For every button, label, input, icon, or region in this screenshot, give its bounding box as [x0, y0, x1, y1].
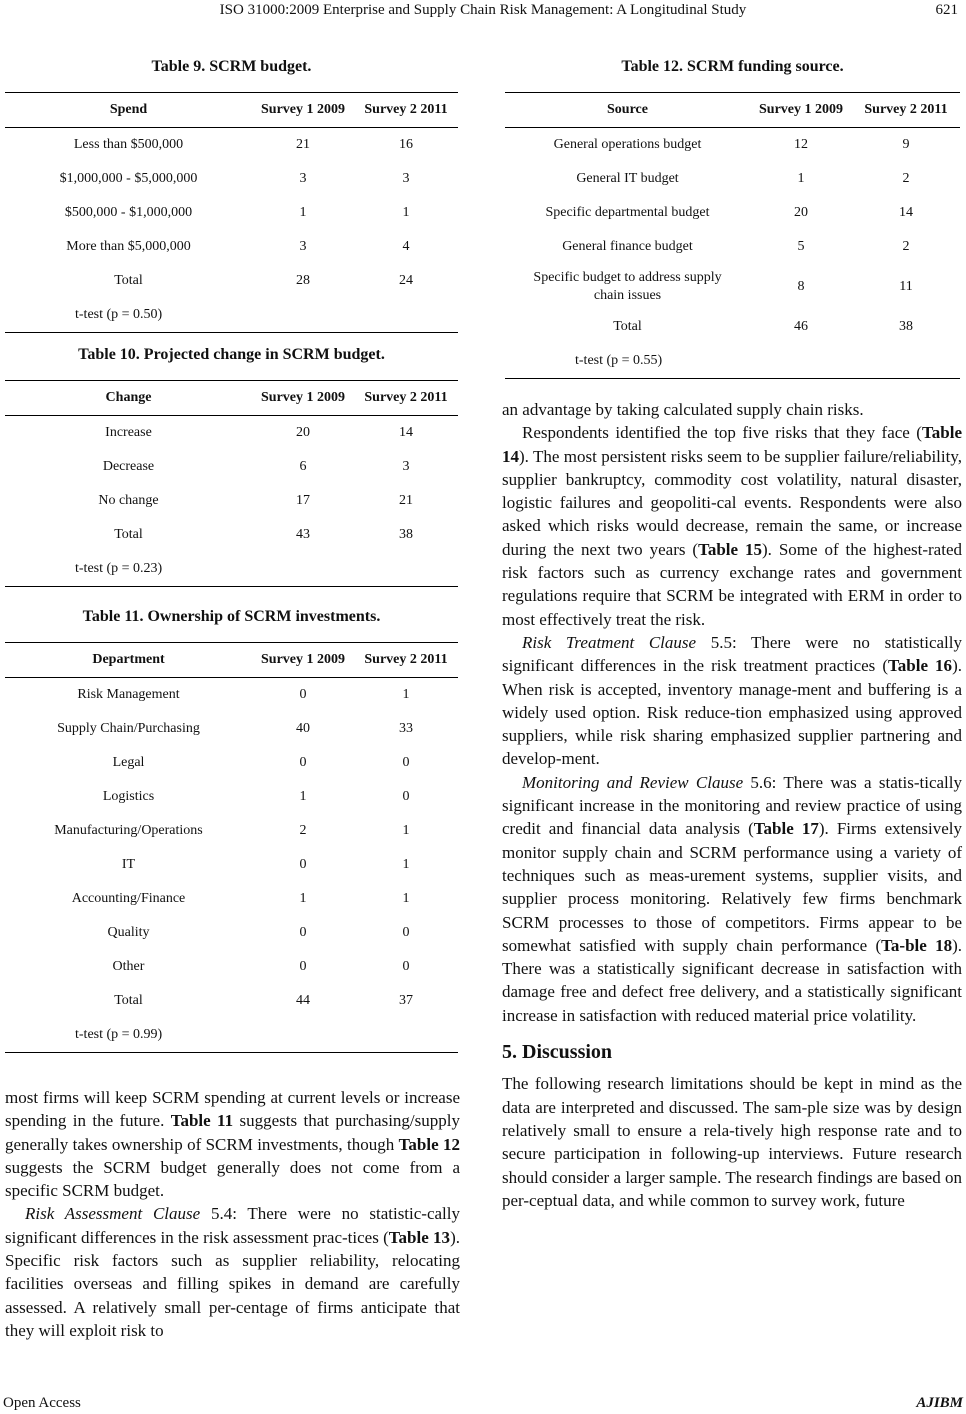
cell: General finance budget	[562, 239, 693, 254]
header-cell: Survey 2 2011	[364, 390, 448, 405]
table-ttest-row	[5, 552, 458, 586]
cell: 44	[296, 993, 310, 1008]
cell: Legal	[112, 755, 145, 770]
cell: Total	[114, 527, 143, 542]
cell: General operations budget	[553, 137, 702, 152]
table-row	[5, 196, 458, 230]
clause-label: Risk Treatment Clause	[522, 632, 697, 652]
section-heading: 5. Discussion	[502, 1041, 613, 1064]
header-cell: Survey 2 2011	[364, 652, 448, 667]
table-row	[505, 162, 960, 196]
table-ref: Ta-ble 18	[881, 935, 953, 955]
table-row	[5, 484, 458, 518]
cell: Risk Management	[77, 687, 180, 702]
table-ttest-row	[5, 1018, 458, 1052]
cell: Quality	[107, 925, 150, 940]
cell: 1	[797, 171, 805, 186]
header-cell: Survey 1 2009	[261, 102, 345, 117]
header-cell: Survey 2 2011	[364, 102, 448, 117]
table-header-row	[505, 93, 960, 127]
clause-label: Monitoring and Review Clause	[522, 772, 744, 792]
cell: 2	[902, 171, 910, 186]
cell: 1	[402, 687, 410, 702]
paragraph-text: suggests the SCRM budget generally does not come from a specific SCRM budget.	[5, 1157, 460, 1201]
table-ref: Table 17	[753, 819, 819, 839]
table-header-row	[5, 381, 458, 415]
cell: 0	[299, 925, 307, 940]
cell: 1	[402, 823, 410, 838]
table-row	[5, 848, 458, 882]
header-cell: Survey 1 2009	[261, 390, 345, 405]
ttest-cell: t-test (p = 0.23)	[75, 561, 163, 576]
cell: 2	[299, 823, 307, 838]
paragraph-text: ). There was a statistically significant decrease in satisfaction with damage free and defect free delivery, and a statistically significant increase in satisfaction with reduced material price volatility.	[502, 935, 962, 1025]
table-ref: Table 11	[170, 1111, 234, 1131]
table-row	[5, 950, 458, 984]
paragraph-text: ). When risk is accepted, inventory manage-ment and buffering is a widely used option. Risk reduce-tion emphasized using approved suppliers, while risk sharing emphasized supplier partnering and develop-ment.	[502, 656, 962, 769]
table-ttest-row	[5, 298, 458, 332]
cell: 0	[402, 959, 410, 974]
cell: 43	[296, 527, 310, 542]
table-row	[505, 230, 960, 264]
table-row	[5, 916, 458, 950]
table-row	[5, 984, 458, 1018]
table-row	[5, 882, 458, 916]
header-cell: Survey 1 2009	[759, 102, 843, 117]
cell: 0	[299, 755, 307, 770]
footer-journal: AJIBM	[916, 1395, 963, 1411]
cell: 0	[402, 755, 410, 770]
table-row	[5, 264, 458, 298]
cell: Total	[613, 319, 642, 334]
cell: General IT budget	[576, 171, 679, 186]
cell: 5	[797, 239, 805, 254]
cell: Total	[114, 273, 143, 288]
cell: 14	[399, 425, 413, 440]
cell: Supply Chain/Purchasing	[57, 721, 200, 736]
paragraph-text: 5.6: There was a statis-tically significant increase in the monitoring and review practice of using credit and financial data analysis (	[502, 772, 962, 839]
cell: 0	[402, 789, 410, 804]
paragraph-text: most firms will keep SCRM spending at current levels or increase spending in the future.	[5, 1088, 460, 1131]
header-cell: Change	[105, 390, 152, 405]
cell: 8	[797, 279, 805, 294]
table-header-row	[5, 643, 458, 677]
cell: 6	[299, 459, 307, 474]
cell: 20	[296, 425, 310, 440]
table-12	[505, 56, 960, 379]
header-cell: Department	[92, 652, 165, 667]
paragraph-text: ). Some of the highest-rated risk factors such as currency exchange rates and government regulations require that SCRM be integrated with ERM in order to most effectively treat the risk.	[502, 539, 962, 629]
table-ref: Table 13	[388, 1227, 451, 1247]
cell: 0	[299, 959, 307, 974]
cell: 1	[299, 789, 307, 804]
page-number: 621	[935, 2, 958, 18]
table-row	[5, 814, 458, 848]
paragraph-text: 5.4: There were no statistic-cally significant differences in the risk assessment prac-tices (	[5, 1204, 461, 1247]
cell: Less than $500,000	[73, 137, 184, 152]
ttest-cell: t-test (p = 0.55)	[575, 353, 663, 368]
cell: 16	[399, 137, 413, 152]
cell: 11	[899, 279, 913, 294]
cell: 21	[399, 493, 413, 508]
paragraph-text: ). Specific risk factors such as supplier reliability, relocating facilities overseas and filling spikes in demand are carefully assessed. A relatively small per-centage of firms anticipate that they will exploit risk to	[5, 1227, 460, 1340]
table-header-row	[5, 93, 458, 127]
paragraph-text: ). The most persistent risks seem to be supplier failure/reliability, supplier bankruptcy, commodity cost volatility, natural disaster, logistic failures and geopoliti-cal events. Respondents were also asked which risks would decrease, remain the same, or increase during the next two years (	[502, 446, 962, 559]
table-row	[5, 746, 458, 780]
table-row	[5, 416, 458, 450]
cell: Logistics	[102, 789, 155, 804]
cell: 3	[299, 239, 307, 254]
table-title: Table 10. Projected change in SCRM budget.	[78, 346, 385, 363]
right-body-text	[502, 398, 962, 1212]
table-11	[5, 606, 458, 1053]
cell: 12	[794, 137, 808, 152]
paragraph-text: suggests that purchasing/supply generally takes ownership of SCRM investments, though	[5, 1111, 460, 1154]
header-cell: Survey 2 2011	[864, 102, 948, 117]
table-row	[5, 162, 458, 196]
table-ref: Table 12	[398, 1134, 460, 1154]
cell: IT	[121, 857, 136, 872]
cell: 3	[402, 459, 410, 474]
table-row	[5, 128, 458, 162]
table-row	[505, 128, 960, 162]
table-10	[5, 344, 458, 587]
cell: 21	[296, 137, 310, 152]
ttest-cell: t-test (p = 0.50)	[75, 307, 163, 322]
cell: 33	[399, 721, 413, 736]
cell: Specific budget to address supply chain issues	[533, 270, 722, 303]
cell: 3	[402, 171, 410, 186]
cell: Manufacturing/Operations	[54, 823, 203, 838]
cell: 0	[299, 687, 307, 702]
cell: 2	[902, 239, 910, 254]
paragraph-text: Respondents identified the top five risks that they face (	[522, 423, 922, 443]
cell: $1,000,000 - $5,000,000	[59, 171, 198, 186]
cell: 38	[399, 527, 413, 542]
cell: 1	[402, 857, 410, 872]
cell: More than $5,000,000	[66, 239, 191, 254]
paragraph-text: 5.5: There were no statistically significant differences in the risk treatment practices (	[502, 632, 962, 676]
table-row	[5, 678, 458, 712]
cell: 40	[296, 721, 310, 736]
cell: Accounting/Finance	[71, 891, 186, 906]
table-row	[505, 264, 960, 310]
running-header-title: ISO 31000:2009 Enterprise and Supply Chain Risk Management: A Longitudinal Study	[219, 2, 747, 18]
paragraph-text: ). Firms extensively monitor supply chain and SCRM performance using a variety of techniques such as meas-urement systems, supplier visits, and supplier process monitoring. Relatively few firms benchmark SCRM processes to those of competitors. Firms appear to be somewhat satisfied with supply chain performance (	[502, 819, 962, 955]
table-ttest-row	[505, 344, 960, 378]
left-body-text	[5, 1086, 460, 1342]
table-title: Table 11. Ownership of SCRM investments.	[82, 608, 381, 625]
cell: 46	[794, 319, 808, 334]
paragraph-text: an advantage by taking calculated supply chain risks.	[502, 400, 864, 419]
cell: 28	[296, 273, 310, 288]
header-cell: Spend	[109, 102, 148, 117]
cell: 1	[402, 205, 410, 220]
cell: Decrease	[102, 459, 155, 474]
table-row	[5, 450, 458, 484]
clause-label: Risk Assessment Clause	[25, 1204, 201, 1224]
cell: 20	[794, 205, 808, 220]
cell: 14	[899, 205, 913, 220]
table-row	[5, 780, 458, 814]
cell: 3	[299, 171, 307, 186]
table-ref: Table 15	[698, 539, 762, 559]
cell: Total	[114, 993, 143, 1008]
cell: 1	[299, 891, 307, 906]
table-row	[5, 712, 458, 746]
cell: 0	[402, 925, 410, 940]
cell: 9	[902, 137, 910, 152]
cell: 0	[299, 857, 307, 872]
cell: 1	[402, 891, 410, 906]
table-row	[5, 230, 458, 264]
table-ref: Table 14	[502, 423, 962, 466]
paragraph-text: The following research limitations should be kept in mind as the data are interpreted and discussed. The sam-ple size was by design relatively small to ensure a rela-tively high response rate and to secure participation in following-up interviews. Future research should consider a larger sample. The research findings are based on per-ceptual data, and while common to survey work, future	[502, 1074, 962, 1210]
table-row	[505, 196, 960, 230]
table-title: Table 12. SCRM funding source.	[621, 58, 844, 75]
table-title: Table 9. SCRM budget.	[151, 58, 312, 75]
cell: Other	[112, 959, 145, 974]
cell: 1	[299, 205, 307, 220]
cell: 37	[399, 993, 413, 1008]
cell: No change	[98, 493, 159, 508]
table-ref: Table 16	[888, 656, 953, 676]
table-row	[5, 518, 458, 552]
ttest-cell: t-test (p = 0.99)	[75, 1027, 163, 1042]
cell: Specific departmental budget	[545, 205, 710, 220]
header-cell: Survey 1 2009	[261, 652, 345, 667]
cell: 24	[399, 273, 413, 288]
cell: 17	[296, 493, 310, 508]
table-9	[5, 56, 458, 333]
header-cell: Source	[607, 102, 648, 117]
footer-open-access: Open Access	[3, 1395, 81, 1411]
cell: 38	[899, 319, 913, 334]
cell: Increase	[105, 425, 152, 440]
cell: 4	[402, 239, 410, 254]
table-row	[505, 310, 960, 344]
cell: $500,000 - $1,000,000	[64, 205, 193, 220]
